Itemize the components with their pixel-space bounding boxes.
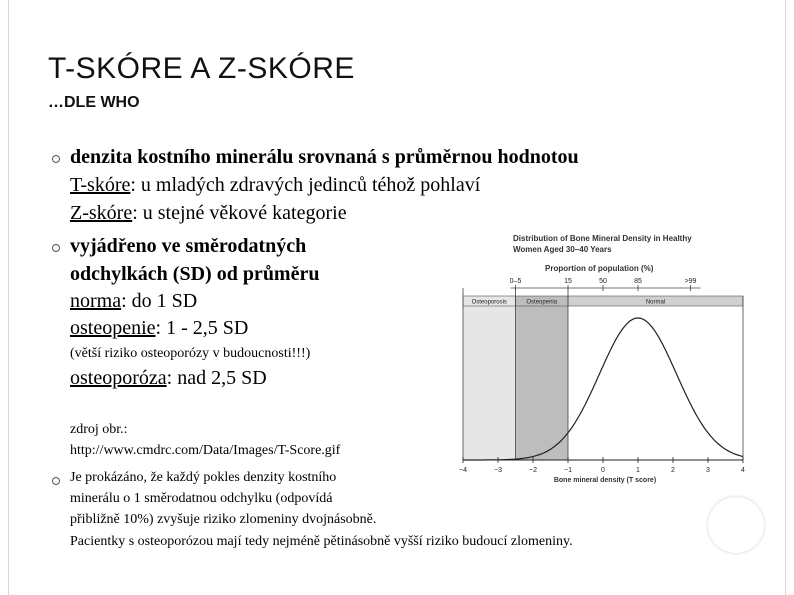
osteopenie-text: : 1 - 2,5 SD <box>155 317 249 339</box>
bullet-3-marker <box>52 477 60 485</box>
norma-text: : do 1 SD <box>121 290 198 312</box>
region-normal <box>568 306 743 460</box>
norma-label: norma <box>70 290 122 312</box>
z-score-text: : u stejné věkové kategorie <box>132 202 347 224</box>
top-tick-label: 50 <box>599 278 607 285</box>
x-tick-label: −2 <box>529 467 537 474</box>
slide-subtitle: …DLE WHO <box>48 94 140 111</box>
osteopenie-line <box>70 317 248 340</box>
x-tick-label: −1 <box>564 467 572 474</box>
slide-border-right <box>785 0 786 595</box>
x-tick-label: 1 <box>636 467 640 474</box>
region-osteoporosis <box>463 306 516 460</box>
z-score-line <box>70 202 347 225</box>
top-tick-label: >99 <box>684 278 697 285</box>
osteoporoza-label: osteoporóza <box>70 367 167 389</box>
bullet-2-marker <box>52 244 60 252</box>
t-score-label: T-skóre <box>70 174 131 196</box>
bullet-2-line2: odchylkách (SD) od průměru <box>70 263 320 285</box>
region-label-osteoporosis: Osteoporosis <box>471 299 507 306</box>
z-score-label: Z-skóre <box>70 202 133 224</box>
t-score-text: : u mladých zdravých jedinců téhož pohlaví <box>130 174 481 196</box>
region-osteopenia <box>516 306 569 460</box>
bullet-3-line4: Pacientky s osteoporózou mají tedy nejméně pětinásobně vyšší riziko budoucí zlomeniny. <box>70 534 573 549</box>
bullet-3-line1: Je prokázáno, že každý pokles denzity kostního <box>70 470 337 485</box>
source-url: http://www.cmdrc.com/Data/Images/T-Score.gif <box>70 443 341 458</box>
norma-line <box>70 290 197 313</box>
bullet-1-text: denzita kostního minerálu srovnaná s průměrnou hodnotou <box>70 146 579 168</box>
slide-border-left <box>8 0 9 595</box>
x-axis-label: Bone mineral density (T score) <box>553 477 657 484</box>
bullet-3-line2: minerálu o 1 směrodatnou odchylku (odpovídá <box>70 491 333 506</box>
x-tick-label: −4 <box>459 467 467 474</box>
x-tick-label: 2 <box>671 467 675 474</box>
region-label-osteopenia: Osteopenia <box>526 299 558 306</box>
bmd-distribution-chart <box>455 228 755 490</box>
corner-decoration <box>708 497 764 553</box>
region-label-normal: Normal <box>645 299 666 306</box>
bullet-1-marker <box>52 155 60 163</box>
top-tick-label: 85 <box>634 278 642 285</box>
source-label: zdroj obr.: <box>70 422 128 437</box>
x-tick-label: 0 <box>601 467 605 474</box>
x-tick-label: 4 <box>741 467 745 474</box>
t-score-line <box>70 174 480 197</box>
osteoporoza-text: : nad 2,5 SD <box>166 367 267 389</box>
bullet-3-line3: přibližně 10%) zvyšuje riziko zlomeniny dvojnásobně. <box>70 512 377 527</box>
top-axis-label: Proportion of population (%) <box>545 264 654 273</box>
osteoporoza-line <box>70 367 267 390</box>
top-tick-label: 15 <box>564 278 572 285</box>
osteopenie-label: osteopenie <box>70 317 156 339</box>
osteopenie-note: (větší riziko osteoporózy v budoucnosti!!!) <box>70 346 311 361</box>
chart-title-line2: Women Aged 30–40 Years <box>513 245 612 254</box>
top-tick-label: 0–5 <box>509 278 522 285</box>
chart-title: Distribution of Bone Mineral Density in Healthy <box>513 234 692 243</box>
bullet-2-line1: vyjádřeno ve směrodatných <box>70 235 307 257</box>
x-tick-label: 3 <box>706 467 710 474</box>
slide-title: T-SKÓRE A Z-SKÓRE <box>48 52 355 85</box>
x-tick-label: −3 <box>494 467 502 474</box>
